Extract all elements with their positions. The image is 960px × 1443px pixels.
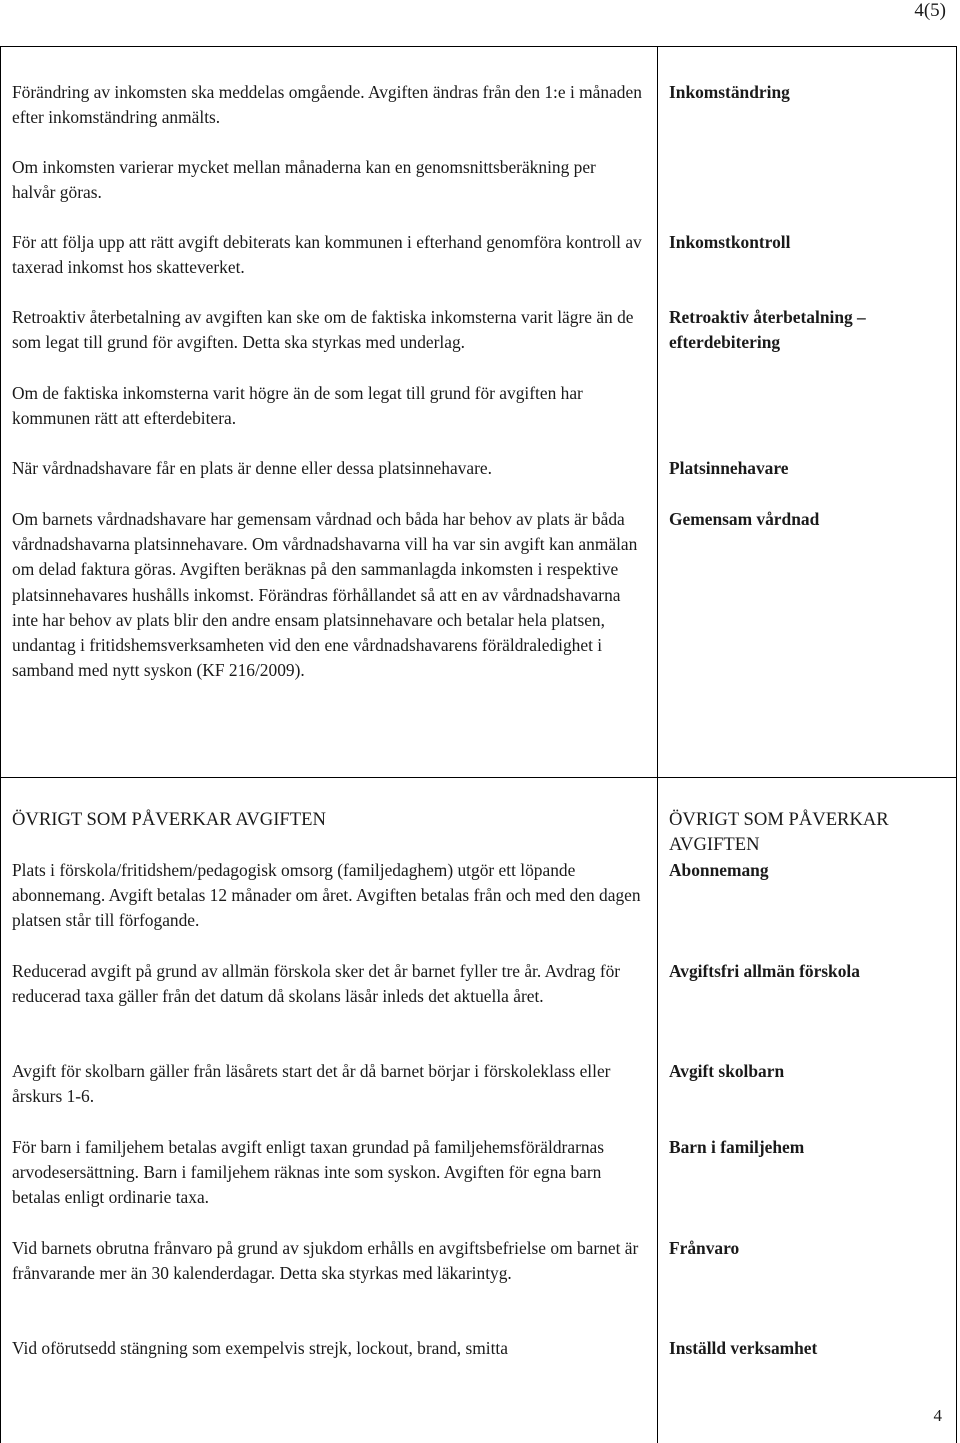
paragraph-absence: Vid barnets obrutna frånvaro på grund av sjukdom erhålls en avgiftsbefrielse om barnet är frånvarande mer än 30 kalenderdagar. Detta ska styrkas med läkarintyg.: [12, 1238, 639, 1284]
sidebar-label-cancelled: Inställd verksamhet: [669, 1338, 818, 1358]
income-section: [1, 47, 956, 778]
paragraph-retroactive-debit: Om de faktiska inkomsterna varit högre än de som legat till grund för avgiften har kommunen rätt att efterdebitera.: [12, 383, 583, 429]
paragraph-placeholder-holder: När vårdnadshavare får en plats är denne eller dessa platsinnehavare.: [12, 458, 492, 478]
sidebar-label-free-preschool: Avgiftsfri allmän förskola: [669, 961, 860, 981]
page-number-bottom: 4: [933, 1406, 942, 1425]
other-factors-section: [1, 778, 956, 1443]
paragraph-retroactive-refund: Retroaktiv återbetalning av avgiften kan ske om de faktiska inkomsterna varit lägre än de som legat till grund för avgiften. Detta ska styrkas med underlag.: [12, 307, 634, 353]
paragraph-free-preschool: Reducerad avgift på grund av allmän förskola sker det år barnet fyller tre år. Avdrag för reducerad taxa gäller från det datum då skolans läsår inleds det aktuella året.: [12, 961, 621, 1007]
paragraph-income-control: För att följa upp att rätt avgift debiterats kan kommunen i efterhand genomföra kontroll av taxerad inkomst hos skatteverket.: [12, 232, 642, 278]
paragraph-subscription: Plats i förskola/fritidshem/pedagogisk omsorg (familjedaghem) utgör ett löpande abonnemang. Avgift betalas 12 månader om året. Avgiften betalas från och med den dagen platsen står till förfogande.: [12, 860, 641, 931]
page-label-top: 4(5): [914, 0, 946, 21]
paragraph-joint-custody: Om barnets vårdnadshavare har gemensam vårdnad och båda har behov av plats är båda vårdnadshavarna platsinnehavare. Om vårdnadshavarna vill ha var sin avgift kan anmälan om delad faktura göras. Avgiften beräknas på den sammanlagda inkomsten i respektive platsinnehavares hushålls inkomst. Förändras förhållandet så att en av vårdnadshavarna inte har behov av plats blir den andre ensam platsinnehavare och betalar hela platsen, undantag i fritidshemsverksamheten vid den ene vårdnadshavarens föräldraledighet i samband med nytt syskon (KF 216/2009).: [12, 509, 638, 681]
sidebar-label-foster-home: Barn i familjehem: [669, 1137, 805, 1157]
section-heading: ÖVRIGT SOM PÅVERKAR AVGIFTEN: [12, 809, 326, 830]
sidebar-label-retroactive: Retroaktiv återbetalning – efterdebitering: [669, 307, 866, 353]
document-table: [0, 46, 957, 1443]
sidebar-label-schoolchild: Avgift skolbarn: [669, 1061, 785, 1081]
sidebar-heading: ÖVRIGT SOM PÅVERKAR AVGIFTEN: [669, 809, 889, 856]
paragraph-schoolchild-fee: Avgift för skolbarn gäller från läsårets start det år då barnet börjar i förskoleklass eller årskurs 1-6.: [12, 1061, 611, 1107]
sidebar-label-subscription: Abonnemang: [669, 860, 769, 880]
sidebar-label-joint-custody: Gemensam vårdnad: [669, 509, 820, 529]
sidebar-label-income-change: Inkomständring: [669, 82, 790, 102]
paragraph-cancelled-operation: Vid oförutsedd stängning som exempelvis strejk, lockout, brand, smitta: [12, 1338, 508, 1358]
paragraph-foster-home: För barn i familjehem betalas avgift enligt taxan grundad på familjehemsföräldrarnas arvodesersättning. Barn i familjehem räknas inte som syskon. Avgiften för egna barn betalas enligt ordinarie taxa.: [12, 1137, 605, 1208]
sidebar-label-income-control: Inkomstkontroll: [669, 232, 791, 252]
sidebar-label-placeholder-holder: Platsinnehavare: [669, 458, 789, 478]
paragraph-income-variation: Om inkomsten varierar mycket mellan månaderna kan en genomsnittsberäkning per halvår göras.: [12, 157, 596, 203]
sidebar-label-absence: Frånvaro: [669, 1238, 740, 1258]
paragraph-income-change: Förändring av inkomsten ska meddelas omgående. Avgiften ändras från den 1:e i månaden efter inkomständring anmälts.: [12, 82, 642, 128]
column-divider: [657, 778, 658, 1443]
column-divider: [657, 47, 658, 777]
